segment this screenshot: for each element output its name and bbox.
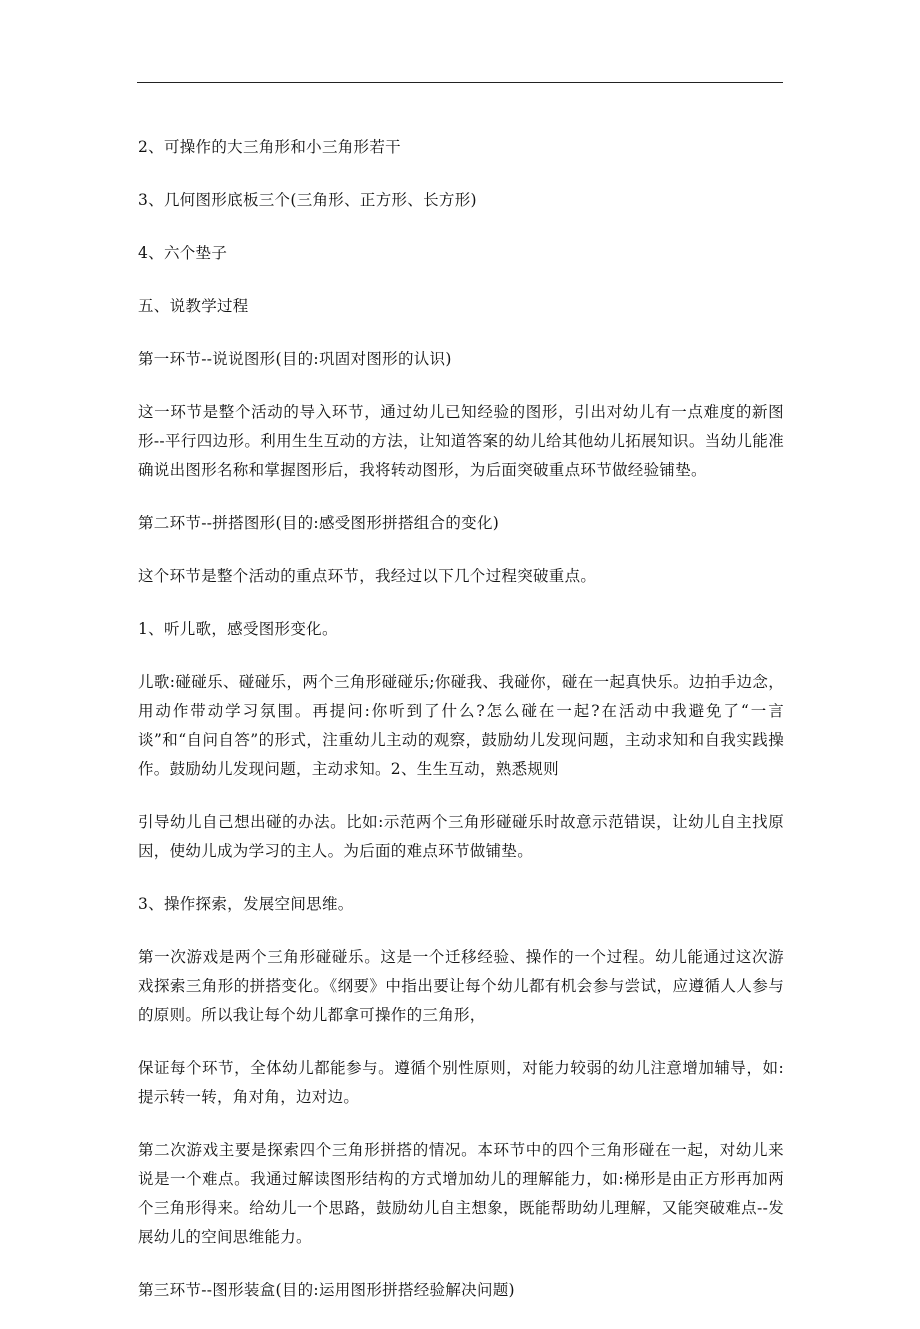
paragraph-first-game: 第一次游戏是两个三角形碰碰乐。这是一个迁移经验、操作的一个过程。幼儿能通过这次游戏探索三角形的拼搭变化。《纲要》中指出要让每个幼儿都有机会参与尝试，应遵循人人参与的原则。所以我让每个幼儿都拿可操作的三角形， bbox=[138, 948, 784, 1024]
list-item-materials-boards: 3、几何图形底板三个(三角形、正方形、长方形) bbox=[138, 191, 477, 209]
list-item-materials-triangles: 2、可操作的大三角形和小三角形若干 bbox=[138, 138, 401, 156]
section-heading-teaching-process: 五、说教学过程 bbox=[138, 297, 249, 315]
subheading-stage-three: 第三环节--图形装盒(目的:运用图形拼搭经验解决问题) bbox=[138, 1281, 515, 1299]
subheading-stage-two: 第二环节--拼搭图形(目的:感受图形拼搭组合的变化) bbox=[138, 514, 500, 532]
subheading-stage-one: 第一环节--说说图形(目的:巩固对图形的认识) bbox=[138, 350, 452, 368]
header-rule bbox=[137, 82, 783, 83]
paragraph-stage-one-intro: 这一环节是整个活动的导入环节，通过幼儿已知经验的图形，引出对幼儿有一点难度的新图形--平行四边形。利用生生互动的方法，让知道答案的幼儿给其他幼儿拓展知识。当幼儿能准确说出图形名称和掌握图形后，我将转动图形，为后面突破重点环节做经验铺垫。 bbox=[138, 403, 784, 479]
paragraph-nursery-rhyme: 儿歌:碰碰乐、碰碰乐，两个三角形碰碰乐;你碰我、我碰你，碰在一起真快乐。边拍手边念，用动作带动学习氛围。再提问:你听到了什么?怎么碰在一起?在活动中我避免了“一言谈”和“自问自答”的形式，注重幼儿主动的观察，鼓励幼儿发现问题，主动求知和自我实践操作。鼓励幼儿发现问题，主动求知。2、生生互动，熟悉规则 bbox=[138, 673, 784, 778]
list-item-materials-mats: 4、六个垫子 bbox=[138, 244, 228, 262]
document-body bbox=[138, 133, 784, 1329]
paragraph-every-stage: 保证每个环节，全体幼儿都能参与。遵循个别性原则，对能力较弱的幼儿注意增加辅导，如:提示转一转，角对角，边对边。 bbox=[138, 1059, 784, 1106]
paragraph-guide-children: 引导幼儿自己想出碰的办法。比如:示范两个三角形碰碰乐时故意示范错误，让幼儿自主找原因，使幼儿成为学习的主人。为后面的难点环节做铺垫。 bbox=[138, 813, 784, 860]
list-item-listen-song: 1、听儿歌，感受图形变化。 bbox=[138, 620, 338, 638]
paragraph-stage-two-intro: 这个环节是整个活动的重点环节，我经过以下几个过程突破重点。 bbox=[138, 567, 597, 585]
list-item-explore: 3、操作探索，发展空间思维。 bbox=[138, 895, 354, 913]
paragraph-second-game: 第二次游戏主要是探索四个三角形拼搭的情况。本环节中的四个三角形碰在一起，对幼儿来说是一个难点。我通过解读图形结构的方式增加幼儿的理解能力，如:梯形是由正方形再加两个三角形得来。给幼儿一个思路，鼓励幼儿自主想象，既能帮助幼儿理解，又能突破难点--发展幼儿的空间思维能力。 bbox=[138, 1141, 784, 1246]
